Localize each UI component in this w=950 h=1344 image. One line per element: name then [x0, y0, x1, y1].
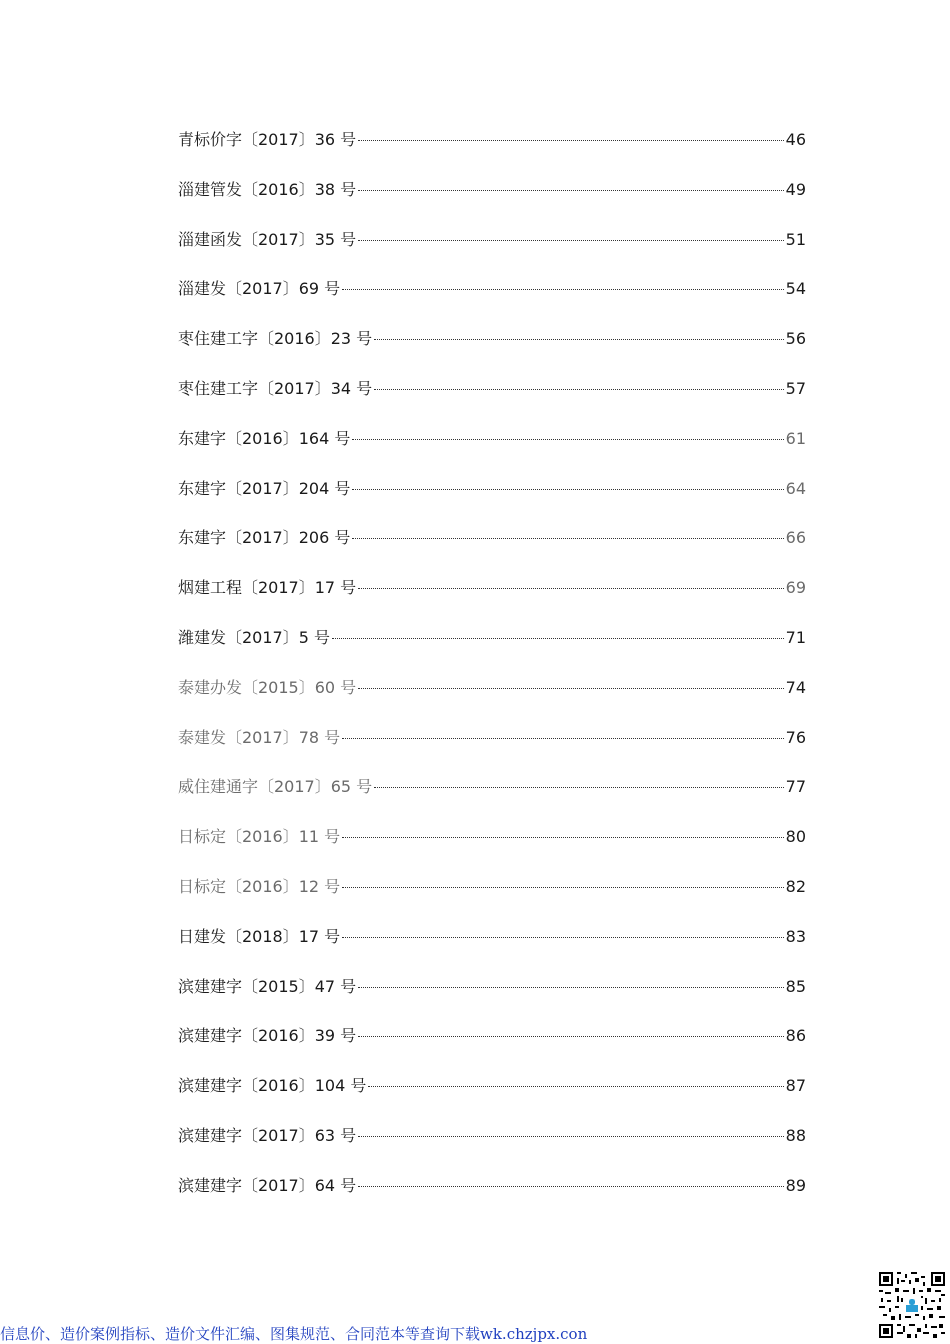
toc-entry-page: 83	[785, 926, 806, 946]
toc-entry[interactable]	[178, 975, 806, 1025]
toc-entry-page: 82	[785, 876, 806, 896]
toc-entry-title: 东建字〔2017〕206 号	[178, 528, 351, 548]
toc-entry-page: 66	[785, 528, 806, 548]
toc-dot-leader	[358, 1036, 783, 1037]
toc-entry[interactable]	[178, 477, 806, 527]
toc-dot-leader	[342, 887, 783, 888]
toc-dot-leader	[358, 1186, 783, 1187]
toc-dot-leader	[352, 489, 783, 490]
toc-entry-title: 淄建管发〔2016〕38 号	[178, 179, 357, 199]
toc-entry-page: 61	[785, 428, 806, 448]
toc-entry-title: 日标定〔2016〕11 号	[178, 827, 341, 847]
toc-entry-page: 88	[785, 1125, 806, 1145]
toc-entry-page: 54	[785, 279, 806, 299]
toc-entry-title: 滨建建字〔2015〕47 号	[178, 976, 357, 996]
toc-entry-page: 77	[785, 777, 806, 797]
toc-entry-title: 东建字〔2017〕204 号	[178, 478, 351, 498]
toc-entry-title: 东建字〔2016〕164 号	[178, 428, 351, 448]
toc-entry[interactable]	[178, 825, 806, 875]
toc-dot-leader	[374, 339, 783, 340]
toc-entry-title: 淄建发〔2017〕69 号	[178, 279, 341, 299]
toc-dot-leader	[358, 140, 783, 141]
toc-entry-title: 潍建发〔2017〕5 号	[178, 627, 330, 647]
toc-entry[interactable]	[178, 775, 806, 825]
toc-entry[interactable]	[178, 128, 806, 178]
toc-dot-leader	[374, 787, 783, 788]
toc-entry-title: 泰建发〔2017〕78 号	[178, 727, 341, 747]
toc-dot-leader	[342, 937, 783, 938]
toc-dot-leader	[358, 588, 783, 589]
toc-dot-leader	[352, 538, 783, 539]
toc-entry-page: 71	[785, 627, 806, 647]
toc-entry[interactable]	[178, 526, 806, 576]
qr-code-icon	[879, 1272, 945, 1338]
toc-entry[interactable]	[178, 875, 806, 925]
table-of-contents	[178, 128, 806, 1224]
toc-entry[interactable]	[178, 327, 806, 377]
toc-entry[interactable]	[178, 1124, 806, 1174]
toc-entry-title: 泰建办发〔2015〕60 号	[178, 677, 357, 697]
toc-entry-page: 51	[785, 229, 806, 249]
toc-entry-page: 46	[785, 130, 806, 149]
toc-entry-title: 威住建通字〔2017〕65 号	[178, 777, 373, 797]
toc-entry-page: 85	[785, 976, 806, 996]
toc-entry[interactable]	[178, 1174, 806, 1224]
toc-entry[interactable]	[178, 377, 806, 427]
toc-entry-title: 滨建建字〔2017〕63 号	[178, 1125, 357, 1145]
toc-entry[interactable]	[178, 626, 806, 676]
toc-entry-title: 青标价字〔2017〕36 号	[178, 130, 357, 149]
toc-entry-page: 87	[785, 1076, 806, 1096]
footer-download-link[interactable]: 信息价、造价案例指标、造价文件汇编、图集规范、合同范本等查询下载wk.chzjpx.con	[0, 1325, 588, 1343]
toc-dot-leader	[352, 439, 783, 440]
toc-entry[interactable]	[178, 576, 806, 626]
toc-entry-title: 枣住建工字〔2016〕23 号	[178, 329, 373, 349]
toc-entry-page: 56	[785, 329, 806, 349]
toc-dot-leader	[368, 1086, 783, 1087]
toc-dot-leader	[358, 1136, 783, 1137]
toc-entry-title: 淄建函发〔2017〕35 号	[178, 229, 357, 249]
toc-entry-page: 80	[785, 827, 806, 847]
toc-entry[interactable]	[178, 228, 806, 278]
toc-dot-leader	[342, 837, 783, 838]
toc-entry[interactable]	[178, 676, 806, 726]
toc-entry[interactable]	[178, 1074, 806, 1124]
toc-entry[interactable]	[178, 427, 806, 477]
toc-dot-leader	[374, 389, 783, 390]
toc-entry-title: 日标定〔2016〕12 号	[178, 876, 341, 896]
toc-entry-title: 滨建建字〔2016〕39 号	[178, 1026, 357, 1046]
toc-entry-title: 日建发〔2018〕17 号	[178, 926, 341, 946]
toc-entry[interactable]	[178, 1024, 806, 1074]
toc-dot-leader	[358, 190, 783, 191]
toc-dot-leader	[342, 289, 783, 290]
toc-dot-leader	[358, 688, 783, 689]
toc-entry-title: 枣住建工字〔2017〕34 号	[178, 378, 373, 398]
toc-entry-page: 64	[785, 478, 806, 498]
toc-entry-title: 滨建建字〔2016〕104 号	[178, 1076, 367, 1096]
toc-entry[interactable]	[178, 726, 806, 776]
toc-entry-page: 89	[785, 1175, 806, 1195]
toc-entry-page: 69	[785, 578, 806, 598]
toc-entry-page: 49	[785, 179, 806, 199]
toc-entry[interactable]	[178, 277, 806, 327]
toc-dot-leader	[342, 738, 783, 739]
toc-entry[interactable]	[178, 925, 806, 975]
toc-entry-page: 86	[785, 1026, 806, 1046]
toc-entry-title: 滨建建字〔2017〕64 号	[178, 1175, 357, 1195]
toc-dot-leader	[358, 240, 783, 241]
toc-entry-page: 57	[785, 378, 806, 398]
toc-entry-page: 74	[785, 677, 806, 697]
toc-dot-leader	[332, 638, 784, 639]
toc-entry-page: 76	[785, 727, 806, 747]
toc-dot-leader	[358, 987, 783, 988]
toc-entry-title: 烟建工程〔2017〕17 号	[178, 578, 357, 598]
toc-entry[interactable]	[178, 178, 806, 228]
